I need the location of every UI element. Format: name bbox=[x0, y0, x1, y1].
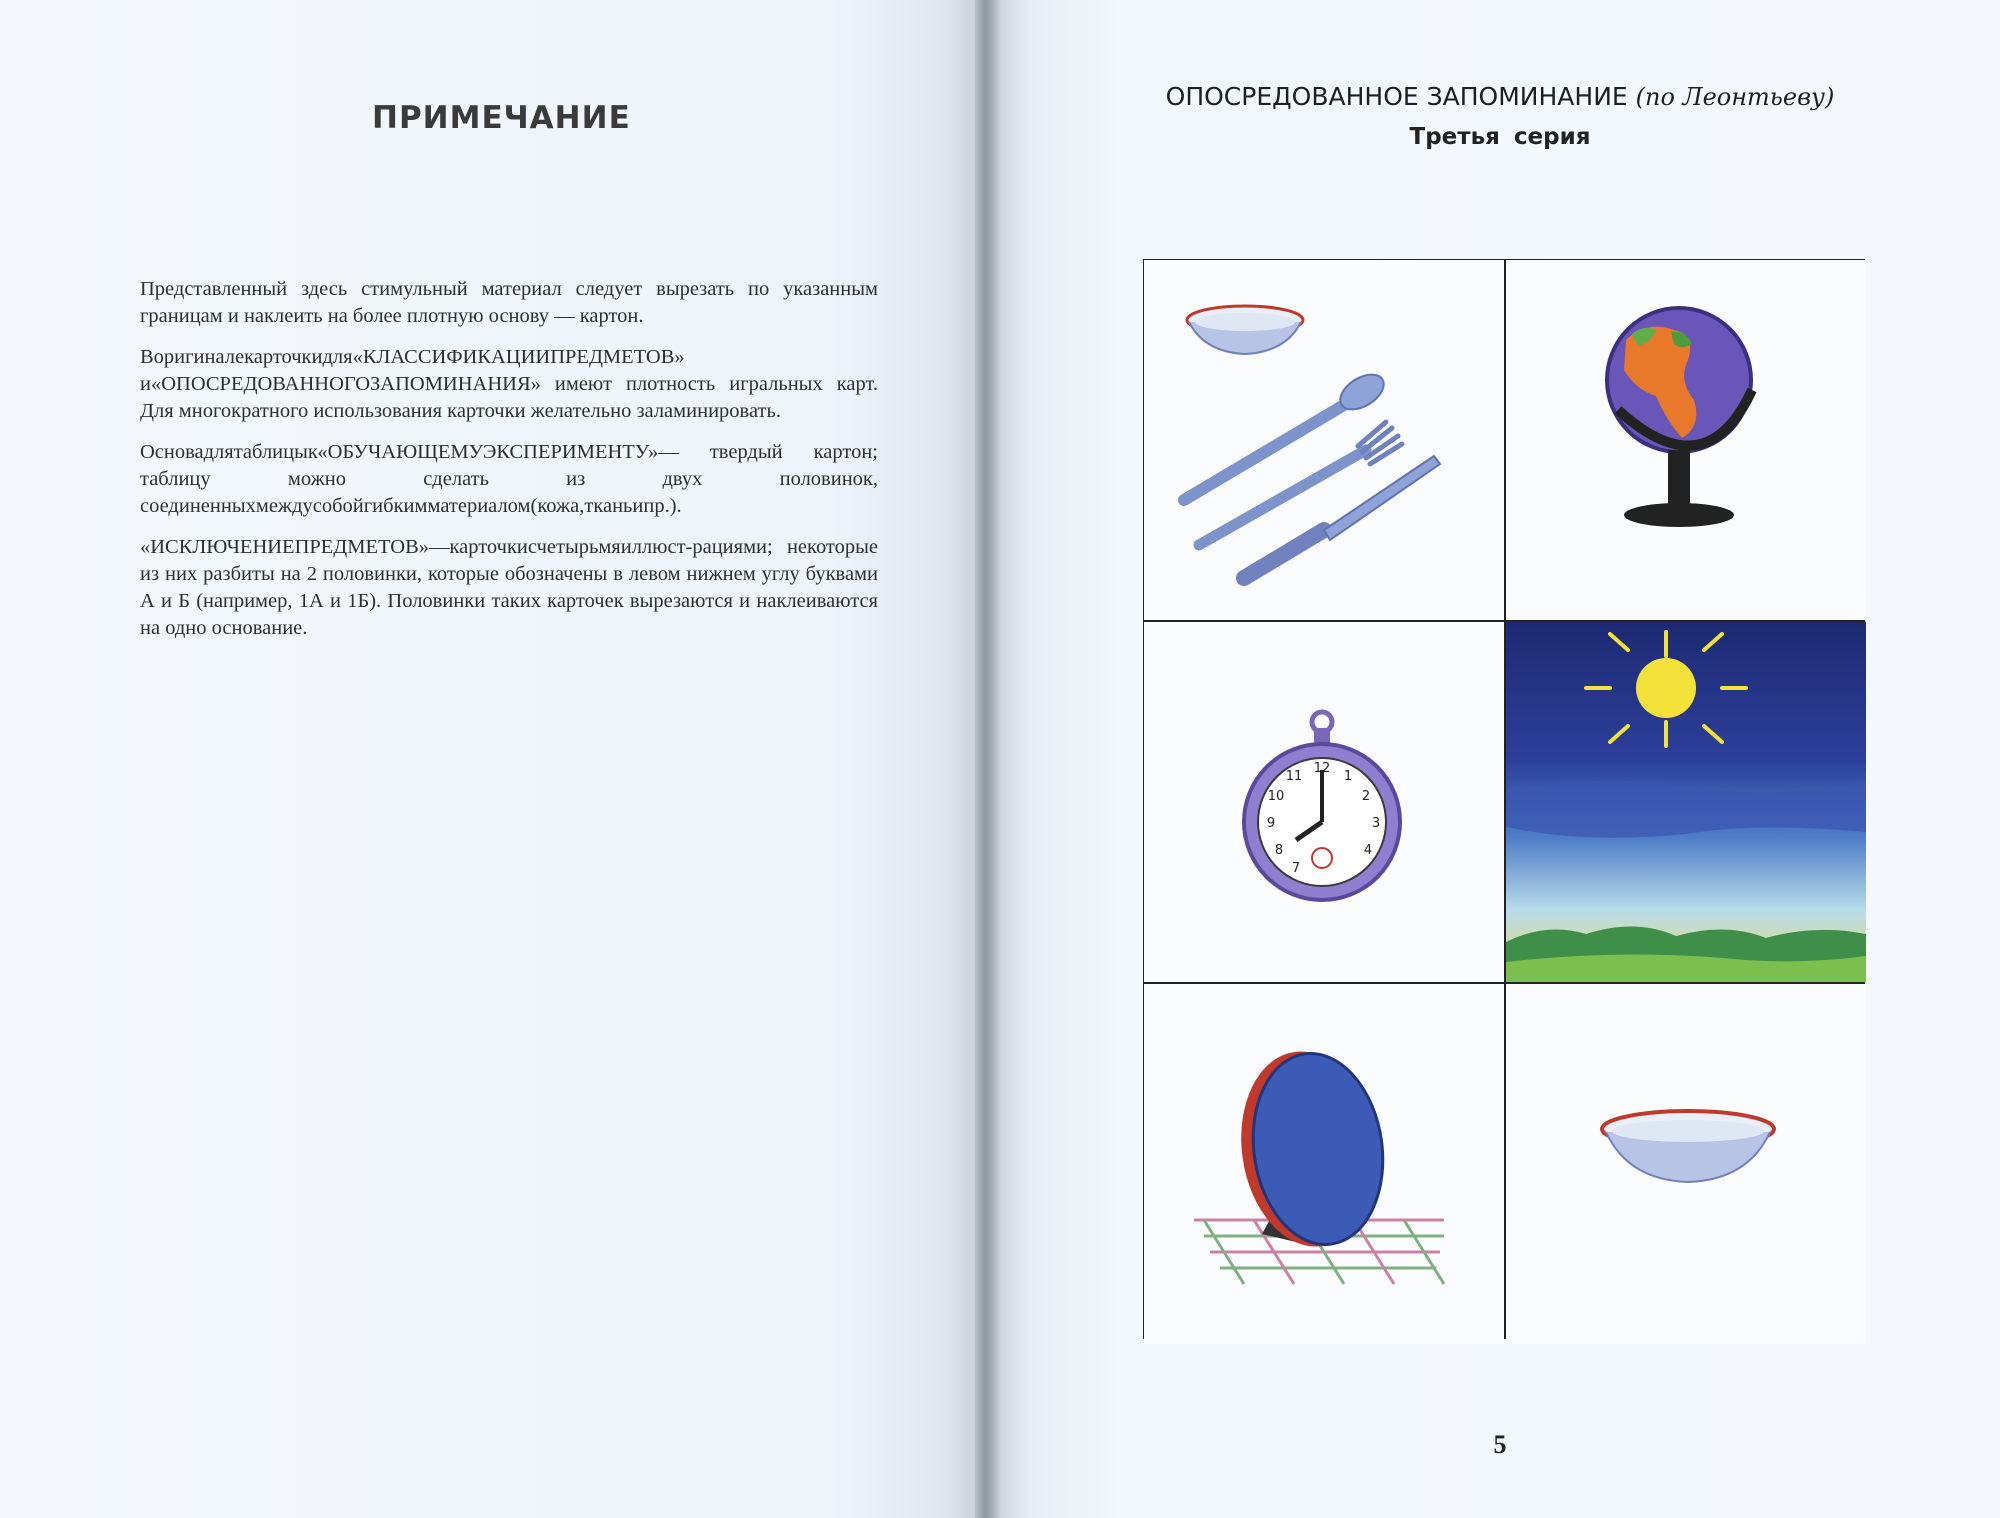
plate-icon bbox=[1506, 984, 1866, 1344]
plate-cutlery-icon bbox=[1144, 260, 1504, 620]
mirror-icon bbox=[1144, 984, 1504, 1344]
svg-text:2: 2 bbox=[1361, 789, 1371, 804]
svg-text:9: 9 bbox=[1266, 816, 1276, 831]
book-gutter bbox=[975, 0, 1000, 1518]
svg-text:12: 12 bbox=[1313, 761, 1331, 776]
series-subtitle: Третья серия bbox=[1409, 124, 1591, 150]
card-sun-sky bbox=[1506, 622, 1866, 982]
note-paragraph: Представленный здесь стимульный материал следует вырезать по указанным границам и наклеить на более плотную основу — картон. bbox=[140, 278, 878, 327]
card-globe bbox=[1506, 260, 1866, 620]
svg-text:8: 8 bbox=[1274, 843, 1284, 858]
svg-text:7: 7 bbox=[1291, 861, 1301, 876]
notes-text bbox=[140, 276, 878, 656]
section-title bbox=[1040, 82, 1960, 111]
sun-sky-icon bbox=[1506, 622, 1866, 982]
svg-text:1: 1 bbox=[1343, 769, 1353, 784]
globe-icon bbox=[1506, 260, 1866, 620]
note-paragraph: Воригиналекарточкидля«КЛАССИФИКАЦИИПРЕДМЕТОВ» и«ОПОСРЕДОВАННОГОЗАПОМИНАНИЯ» имеют плотность игральных карт. Для многократного использования карточки желательно заламинировать. bbox=[140, 346, 878, 422]
svg-text:10: 10 bbox=[1267, 789, 1285, 804]
page-title: ПРИМЕЧАНИЕ bbox=[372, 100, 631, 136]
page-number: 5 bbox=[1493, 1430, 1507, 1459]
svg-text:11: 11 bbox=[1285, 769, 1303, 784]
card-plate bbox=[1506, 984, 1866, 1344]
svg-text:4: 4 bbox=[1363, 843, 1373, 858]
left-page bbox=[0, 0, 975, 1518]
note-paragraph: Основадлятаблицык«ОБУЧАЮЩЕМУЭКСПЕРИМЕНТУ»— твердый картон; таблицу можно сделать из двух половинок, соединенныхмеждусобойгибкимматериалом(кожа,тканьипр.). bbox=[140, 441, 878, 517]
card-mirror bbox=[1144, 984, 1504, 1344]
section-title-main: ОПОСРЕДОВАННОЕ ЗАПОМИНАНИЕ bbox=[1165, 82, 1628, 111]
card-plate-cutlery bbox=[1144, 260, 1504, 620]
card-grid bbox=[1143, 259, 1865, 1339]
section-title-author: (по Леонтьеву) bbox=[1635, 83, 1835, 111]
svg-text:3: 3 bbox=[1371, 816, 1381, 831]
card-pocket-watch bbox=[1144, 622, 1504, 982]
pocket-watch-icon bbox=[1144, 622, 1504, 982]
note-paragraph: «ИСКЛЮЧЕНИЕПРЕДМЕТОВ»—карточкисчетырьмяиллюст-рациями; некоторые из них разбиты на 2 половинки, которые обозначены в левом нижнем углу буквами А и Б (например, 1А и 1Б). Половинки таких карточек вырезаются и наклеиваются на одно основание. bbox=[140, 536, 878, 639]
